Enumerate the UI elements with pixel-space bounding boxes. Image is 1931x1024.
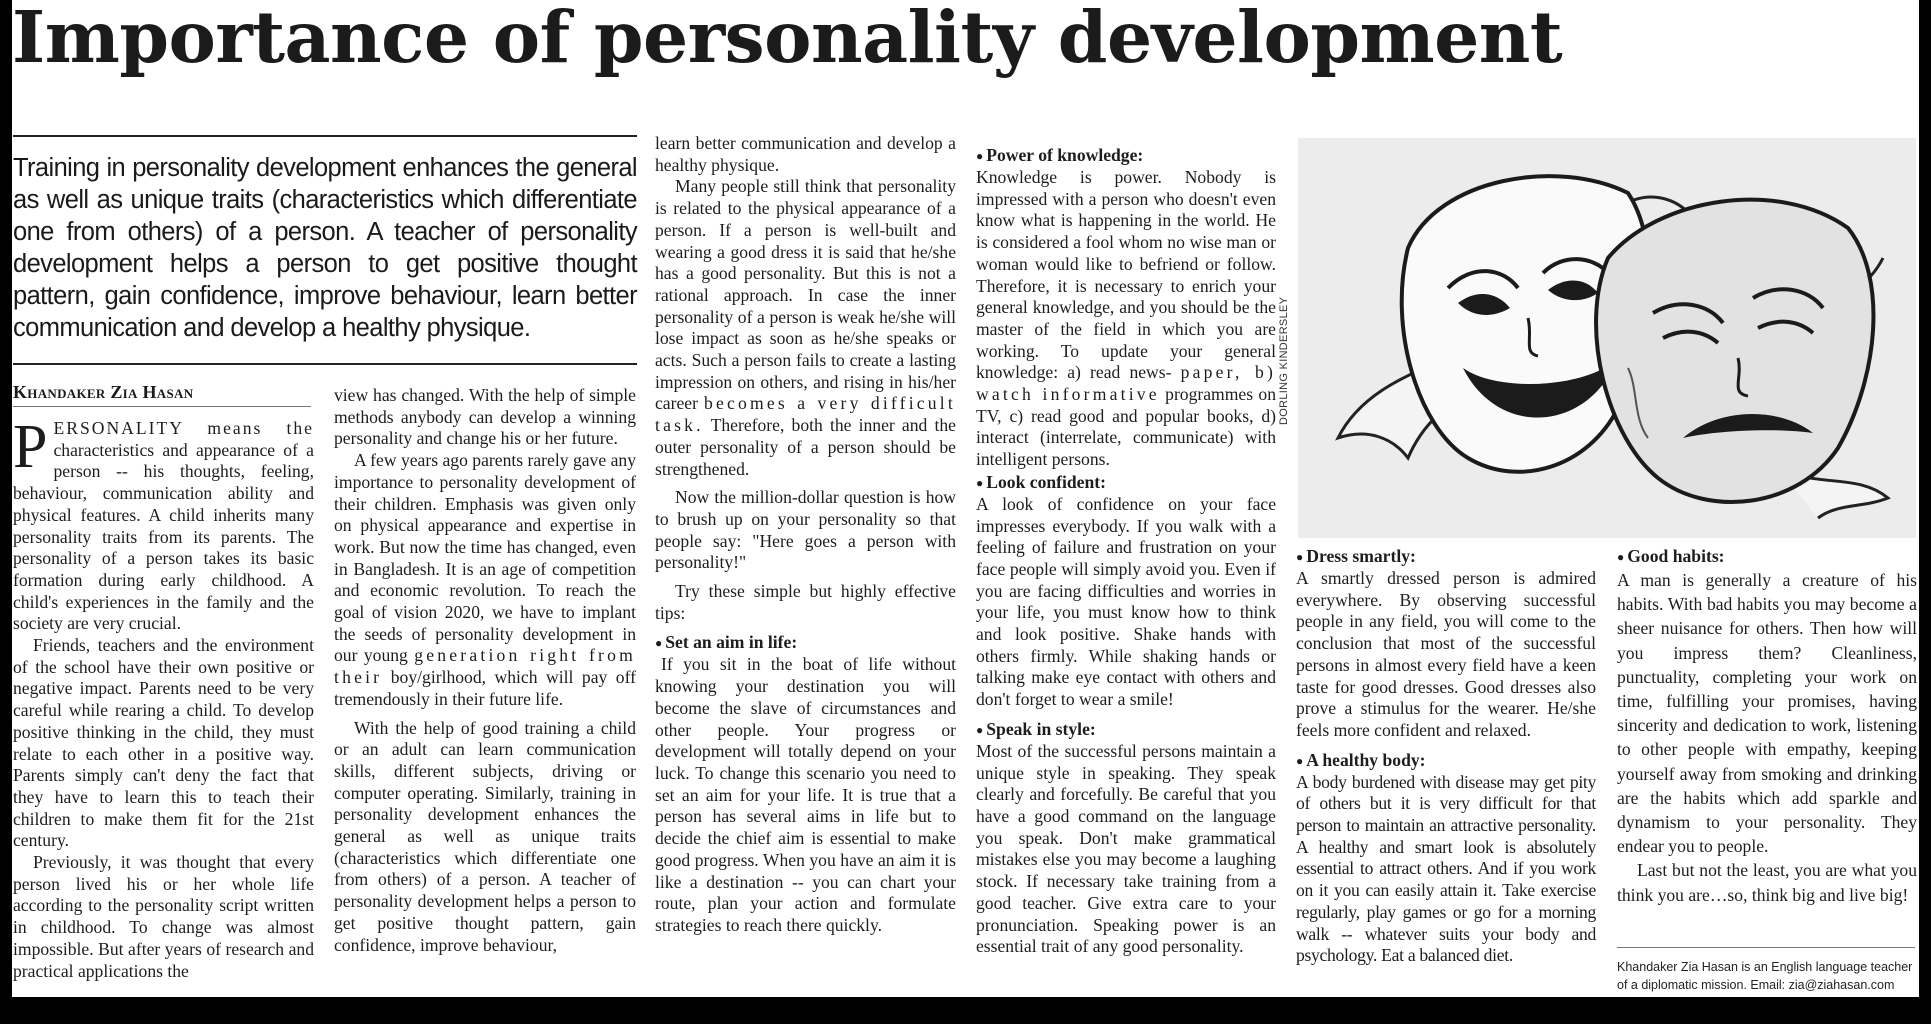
standfirst: Training in personality development enhances the general as well as unique traits (characteristics which differentiate one from others) of a person. A teacher of personality development helps a person to get positive thought pattern, gain confidence, improve behaviour, learn better communication and develop a healthy physique. bbox=[13, 154, 637, 342]
bullet-icon: ● bbox=[1617, 550, 1625, 564]
paragraph-gap bbox=[655, 624, 956, 631]
body-paragraph: A body burdened with disease may get pity of others but it is very difficult for that person to maintain an attractive personality. A healthy and smart look is absolutely essential to attract others. And if you work on it you can easily attain it. Take exercise regularly, play games or go for a morning walk -- whatever suits your body and psychology. Eat a balanced diet. bbox=[1296, 771, 1596, 966]
byline-rule bbox=[13, 406, 311, 407]
page-frame-left bbox=[0, 0, 12, 1024]
body-paragraph: Friends, teachers and the environment of the school have their own positive or negative impact. Parents need to be very careful while rearing a child. To develop positive thinking in the child, they must relate to each other in a positive way. Parents simply can't deny the fact that they have to learn this to teach their children to make them fit for the 21st century. bbox=[13, 635, 314, 851]
body-paragraph: learn better communication and develop a healthy physique. bbox=[655, 133, 956, 175]
theatre-masks-illustration bbox=[1298, 138, 1916, 538]
body-text: A few years ago parents rarely gave any importance to personality development of their children. Emphasis was given only on physical appearance and expertise in work. But now the time has changed, even in Bangladesh. It is an age of competition and economic revolution. To reach the goal of vision 2020, we have to implant the seeds of personality development in our young bbox=[334, 450, 636, 666]
paragraph-gap bbox=[655, 480, 956, 487]
lead-paragraph bbox=[13, 413, 314, 635]
body-text-spaced: generation right from their bbox=[334, 645, 636, 688]
subhead bbox=[1617, 545, 1917, 568]
author-note-rule bbox=[1617, 947, 1915, 948]
body-paragraph bbox=[976, 167, 1276, 471]
body-paragraph: Try these simple but highly effective tips: bbox=[655, 581, 956, 623]
body-paragraph: A look of confidence on your face impresses everybody. If you walk with a feeling of failure and frustration on your face people will simply avoid you. Even if you are facing difficulties and worries in your life, you must know how to think and look positive. Shake hands with others firmly. While shaking hands or talking make eye contact with others and don't forget to wear a smile! bbox=[976, 493, 1276, 710]
byline: Khandaker Zia Hasan bbox=[13, 382, 194, 402]
author-note: Khandaker Zia Hasan is an English language teacher of a diplomatic mission. Email: zia@ziahasan.com bbox=[1617, 960, 1913, 992]
body-paragraph bbox=[334, 450, 636, 710]
body-text: Many people still think that personality is related to the physical appearance of a person. If a person is well-built and wearing a good dress it is said that he/she has a good personality. But this is not a rational approach. In case the inner personality of a person is weak he/she will lose impact as soon as he/she speaks or acts. Such a person fails to create a lasting impression on others, and rising in his/her career bbox=[655, 176, 956, 414]
subhead-text: Good habits: bbox=[1627, 546, 1725, 566]
article-column-5 bbox=[1296, 545, 1596, 967]
article-column-1 bbox=[13, 413, 314, 982]
article-column-4 bbox=[976, 144, 1276, 958]
bullet-icon: ● bbox=[655, 636, 663, 651]
article-column-3 bbox=[655, 133, 956, 937]
page-frame-bottom bbox=[0, 997, 1931, 1024]
subhead bbox=[976, 144, 1276, 167]
bullet-icon: ● bbox=[1296, 550, 1304, 564]
body-text: programmes on TV, c) read good and popular books, d) interact (interrelate, communicate) with intelligent persons. bbox=[976, 384, 1276, 470]
standfirst-top-rule bbox=[13, 135, 637, 137]
bullet-icon: ● bbox=[976, 722, 984, 737]
paragraph-gap bbox=[976, 711, 1276, 718]
subhead bbox=[655, 631, 956, 654]
subhead bbox=[1296, 545, 1596, 568]
body-paragraph: A man is generally a creature of his habits. With bad habits you may become a sheer nuisance for others. Then how will you impress them? Cleanliness, punctuality, completing your work on time, fulfilling your promises, having sincerity and dedication to work, listening to other people with empathy, keeping yourself away from smoking and drinking are the habits which add sparkle and dynamism to your personality. They endear you to people. bbox=[1617, 570, 1917, 857]
body-paragraph: A smartly dressed person is admired everywhere. By observing successful people in any field, you will come to the conclusion that most of the successful persons in almost every field have a keen taste for good dresses. Good dresses also prove a stimulus for the wearer. He/she feels more confident and relaxed. bbox=[1296, 568, 1596, 740]
bullet-icon: ● bbox=[976, 475, 984, 490]
lead-paragraph-text: characteristics and appearance of a person -- his thoughts, feeling, behaviour, communication ability and physical features. A child inherits many personality traits from its parents. The personality of a person takes its basic formation during early childhood. A child's experiences in the family and the society are very crucial. bbox=[13, 439, 314, 634]
body-paragraph: Previously, it was thought that every person lived his or her whole life according to the personality script written in childhood. To change was almost impossible. But after years of research and practical applications the bbox=[13, 852, 314, 981]
paragraph-gap bbox=[1296, 742, 1596, 749]
body-paragraph bbox=[655, 176, 956, 480]
bullet-icon: ● bbox=[976, 149, 984, 163]
article-column-6 bbox=[1617, 545, 1917, 907]
body-text: Therefore, both the inner and the outer personality of a person should be strengthened. bbox=[655, 415, 956, 479]
image-credit: DORLING KINDERSLEY bbox=[1278, 296, 1290, 425]
body-paragraph: Now the million-dollar question is how to brush up on your personality so that people say: "Here goes a person with personality!" bbox=[655, 487, 956, 573]
subhead-text: Look confident: bbox=[986, 471, 1106, 492]
paragraph-gap bbox=[334, 711, 636, 718]
body-paragraph: view has changed. With the help of simple methods anybody can develop a winning personality and change his or her future. bbox=[334, 385, 636, 449]
subhead-text: Power of knowledge: bbox=[986, 145, 1144, 165]
article-column-2 bbox=[334, 385, 636, 956]
body-text-spaced: paper, b) watch informative bbox=[976, 362, 1277, 405]
body-paragraph: Last but not the least, you are what you think you are…so, think big and live big! bbox=[1617, 860, 1917, 905]
subhead bbox=[1296, 749, 1596, 772]
comedy-tragedy-masks-icon bbox=[1298, 138, 1916, 538]
paragraph-gap bbox=[655, 574, 956, 581]
body-text: Knowledge is power. Nobody is impressed with a person who doesn't even know what is happening in the world. He is considered a fool whom no wise man or woman would like to befriend or follow. Therefore, it is necessary to enrich your general knowledge, and you should be the master of the field in which you are working. To update your general knowledge: a) read news- bbox=[976, 167, 1276, 383]
body-text: boy/girlhood, which will pay off tremendously in their future life. bbox=[334, 667, 636, 709]
subhead-text: Speak in style: bbox=[986, 718, 1096, 739]
subhead-text: A healthy body: bbox=[1306, 749, 1426, 770]
subhead-text: Dress smartly: bbox=[1306, 546, 1416, 566]
body-paragraph: If you sit in the boat of life without knowing your destination you will become the slave of circumstances and other people. Your progress or development will totally depend on your luck. To change this scenario you need to set an aim for your life. It is true that a person has several aims in life but to decide the chief aim is essential to make good progress. When you have an aim it is like a destination -- you can chart your route, plan your action and formulate strategies to reach there quickly. bbox=[655, 654, 956, 935]
headline: Importance of personality development bbox=[12, 0, 1563, 79]
subhead bbox=[976, 471, 1276, 494]
drop-cap: P bbox=[13, 413, 48, 481]
body-paragraph: With the help of good training a child or an adult can learn communication skills, different subjects, driving or computer operating. Similarly, training in personality development enhances the general as well as unique traits (characteristics which differentiate one from others) of a person. A teacher of personality development helps a person to get positive thought pattern, gain confidence, improve behaviour, bbox=[334, 717, 636, 955]
bullet-icon: ● bbox=[1296, 753, 1304, 768]
subhead-text: Set an aim in life: bbox=[665, 632, 798, 653]
page-frame-right bbox=[1919, 0, 1931, 1024]
body-paragraph: Most of the successful persons maintain a unique style in speaking. They speak clearly and forcefully. Be careful that you have a good command on the language you speak. Don't make grammatical mistakes else you may become a laughing stock. If necessary take training from a good teacher. Give extra care to your pronunciation. Speaking power is an essential trait of any good personality. bbox=[976, 740, 1276, 957]
lead-caps: ERSONALITY means the bbox=[53, 418, 314, 438]
standfirst-bottom-rule bbox=[13, 363, 637, 365]
subhead bbox=[976, 718, 1276, 741]
body-text-spaced: becomes a very difficult task. bbox=[655, 393, 956, 436]
